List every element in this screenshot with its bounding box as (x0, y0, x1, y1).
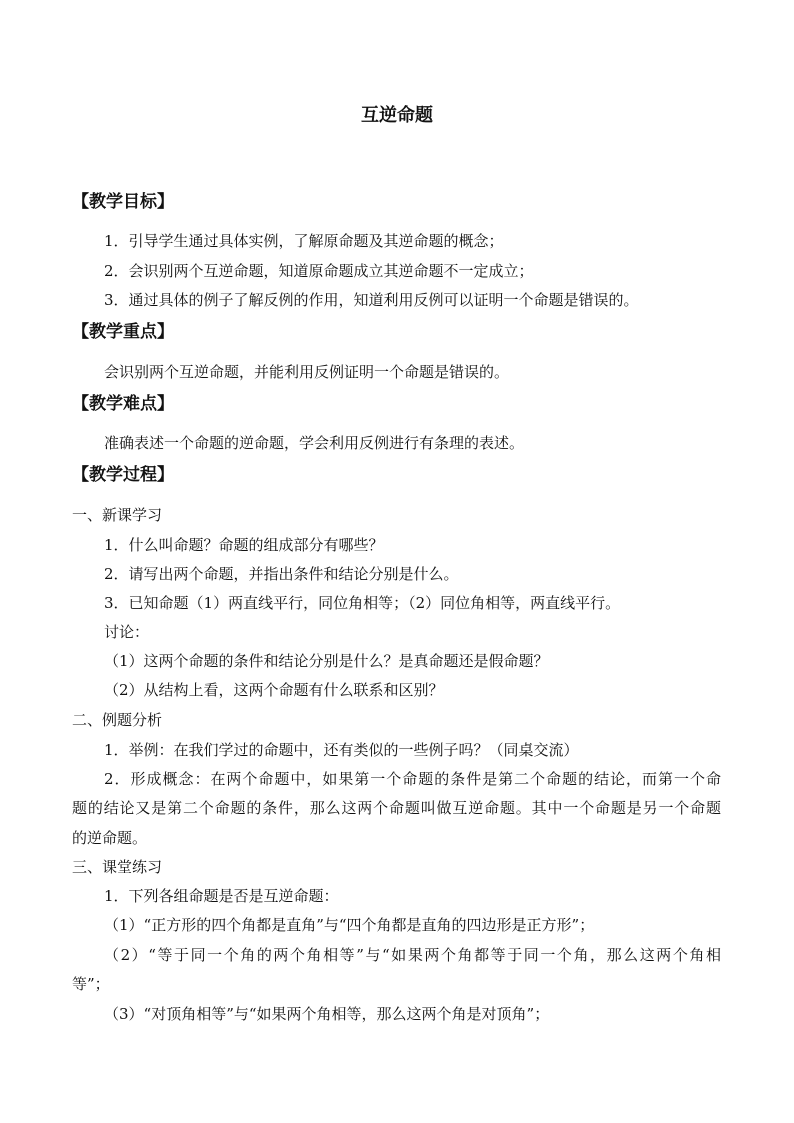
exercise-item: （1）“正方形的四个角都是直角”与“四个角都是直角的四边形是正方形”； (104, 916, 595, 934)
exercise-item-continuation: 等”； (72, 975, 110, 993)
section2-paragraph-line: 题的结论又是第二个命题的条件，那么这两个命题叫做互逆命题。其中一个命题是另一个命题 (72, 799, 721, 817)
difficulties-heading: 【教学难点】 (72, 394, 174, 414)
section-title: 二、例题分析 (72, 711, 163, 729)
section-title: 一、新课学习 (72, 506, 163, 524)
process-heading: 【教学过程】 (72, 465, 174, 485)
difficulties-text: 准确表述一个命题的逆命题，学会利用反例进行有条理的表述。 (104, 434, 525, 452)
section2-paragraph-line: 的逆命题。 (72, 829, 148, 847)
exercise-item: （2）“等于同一个角的两个角相等”与“如果两个角都等于同一个角，那么这两个角相 (104, 946, 721, 964)
exercise-item: （3）“对顶角相等”与“如果两个角相等，那么这两个角是对顶角”； (104, 1005, 550, 1023)
section1-item: 3．已知命题（1）两直线平行，同位角相等；（2）同位角相等，两直线平行。 (104, 594, 621, 612)
section2-paragraph-line: 2．形成概念：在两个命题中，如果第一个命题的条件是第二个命题的结论，而第一个命 (104, 770, 721, 788)
discussion-label: 讨论： (104, 623, 150, 641)
discussion-item: （2）从结构上看，这两个命题有什么联系和区别？ (104, 681, 444, 699)
section3-intro: 1．下列各组命题是否是互逆命题： (104, 887, 339, 905)
objective-item: 3．通过具体的例子了解反例的作用，知道利用反例可以证明一个命题是错误的。 (104, 291, 639, 309)
objectives-heading: 【教学目标】 (72, 192, 174, 212)
key-points-heading: 【教学重点】 (72, 322, 174, 342)
section2-item: 1．举例：在我们学过的命题中，还有类似的一些例子吗？（同桌交流） (104, 741, 579, 759)
section1-item: 2．请写出两个命题，并指出条件和结论分别是什么。 (104, 565, 459, 583)
objective-item: 1．引导学生通过具体实例，了解原命题及其逆命题的概念； (104, 232, 504, 250)
discussion-item: （1）这两个命题的条件和结论分别是什么？是真命题还是假命题？ (104, 652, 549, 670)
objective-item: 2．会识别两个互逆命题，知道原命题成立其逆命题不一定成立； (104, 262, 534, 280)
section1-item: 1．什么叫命题？命题的组成部分有哪些？ (104, 536, 384, 554)
section-title: 三、课堂练习 (72, 858, 163, 876)
key-points-text: 会识别两个互逆命题，并能利用反例证明一个命题是错误的。 (104, 363, 510, 381)
page-title: 互逆命题 (361, 105, 433, 126)
